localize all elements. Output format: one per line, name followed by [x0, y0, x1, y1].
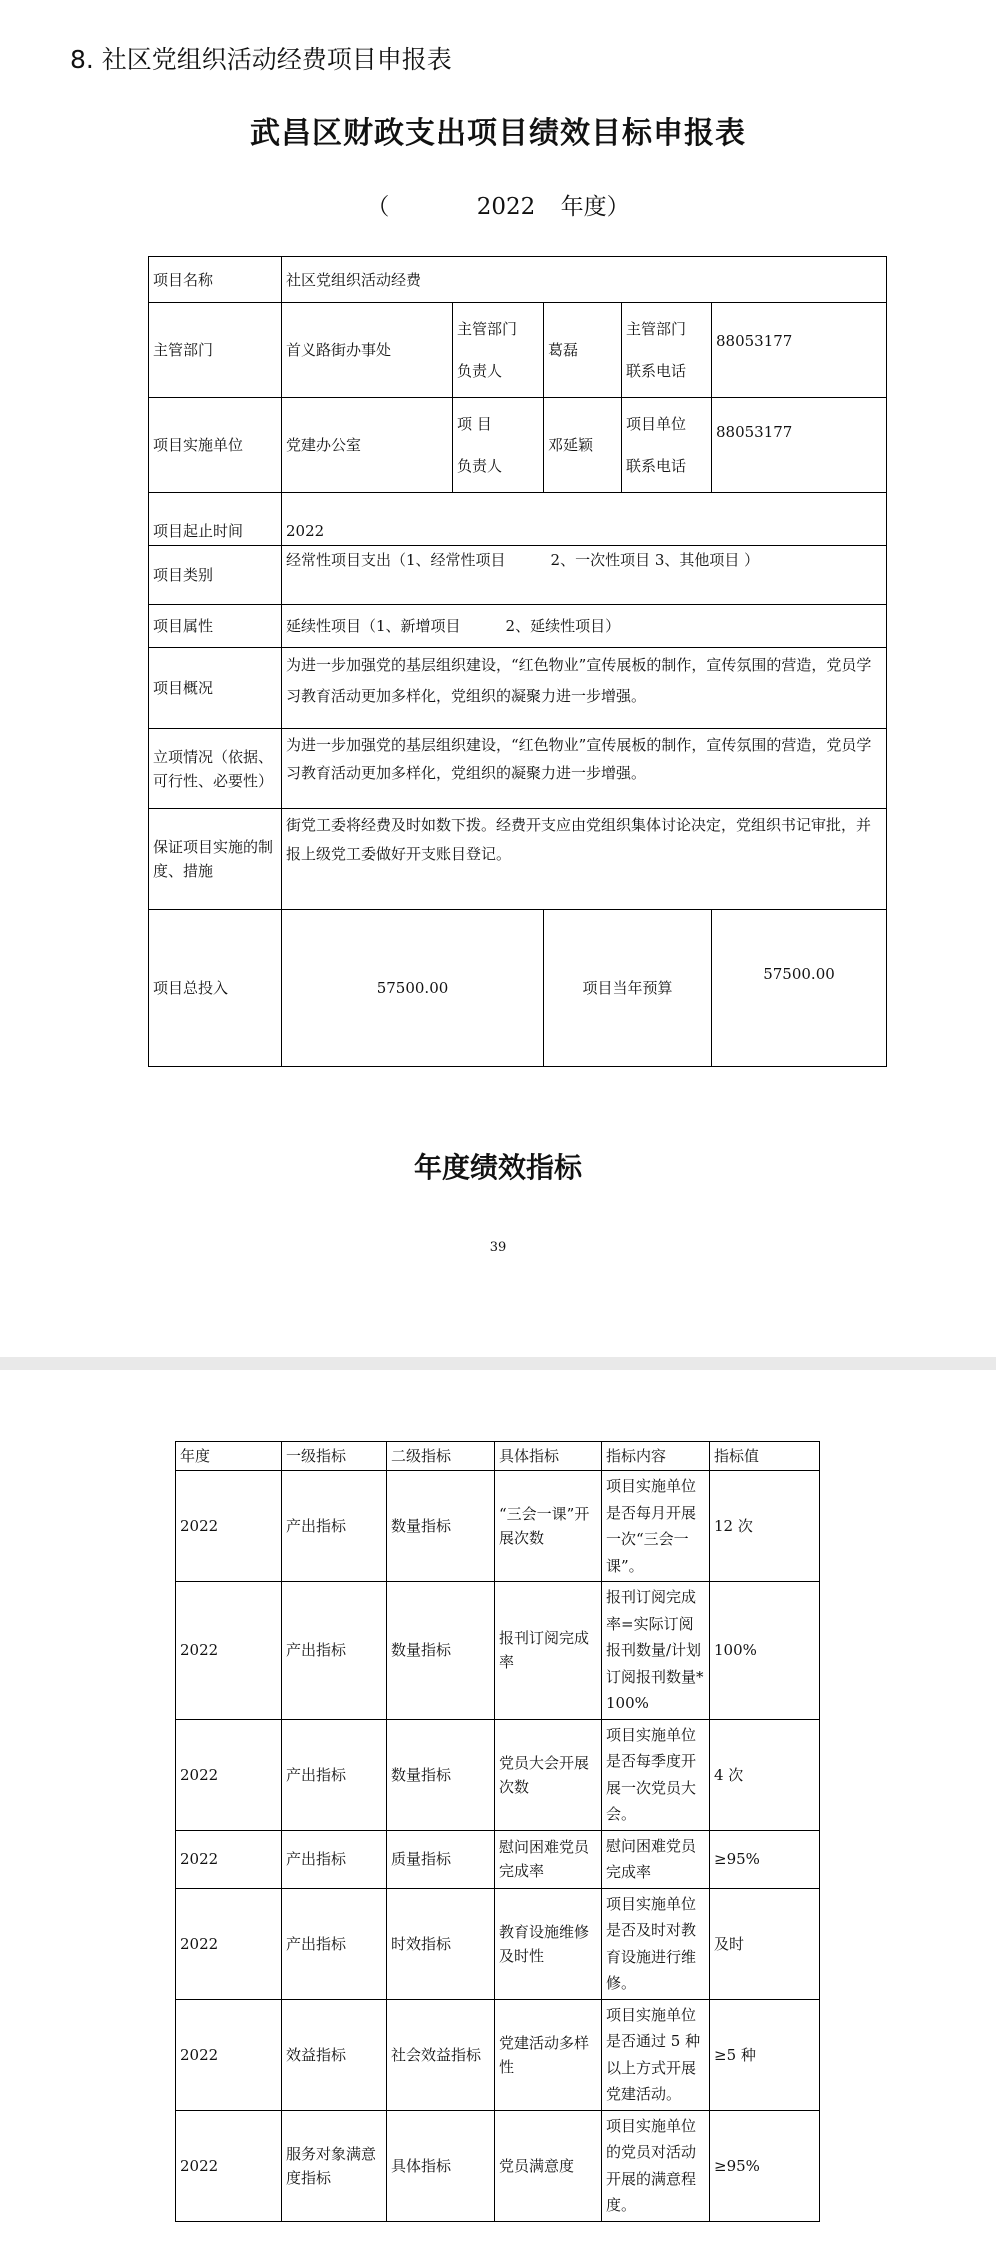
proj-head-value: 邓延颖	[544, 398, 622, 493]
cell-specific: 党员大会开展次数	[495, 1719, 602, 1830]
guarantee-value: 街党工委将经费及时如数下拨。经费开支应由党组织集体讨论决定，党组织书记审批，并报上级党工委做好开支账目登记。	[282, 809, 887, 910]
guarantee-label: 保证项目实施的制度、措施	[149, 809, 282, 910]
dept-phone-label-line2: 联系电话	[626, 362, 687, 380]
overview-label: 项目概况	[149, 648, 282, 729]
cell-content: 项目实施单位是否每月开展一次“三会一课”。	[602, 1471, 710, 1582]
row-project-name	[149, 257, 887, 303]
category-value: 经常性项目支出（1、经常性项目 2、一次性项目 3、其他项目 ）	[282, 546, 887, 605]
dept-head-label-line1: 主管部门	[457, 320, 518, 338]
cell-year: 2022	[176, 1471, 282, 1582]
header-level2: 二级指标	[387, 1442, 495, 1471]
performance-indicators-title: 年度绩效指标	[413, 1151, 582, 1184]
year-unit: 年度）	[560, 194, 630, 220]
overview-value: 为进一步加强党的基层组织建设，“红色物业”宣传展板的制作，宣传氛围的营造，党员学习教育活动更加多样化，党组织的凝聚力进一步增强。	[282, 648, 887, 729]
attribute-label: 项目属性	[149, 605, 282, 648]
total-investment-label: 项目总投入	[149, 910, 282, 1067]
performance-table	[175, 1441, 820, 2222]
annual-budget-value: 57500.00	[712, 910, 887, 1067]
proj-head-label-line1: 项 目	[457, 415, 492, 433]
row-overview	[149, 648, 887, 729]
cell-level1: 服务对象满意度指标	[282, 2110, 387, 2221]
cell-content: 项目实施单位是否每季度开展一次党员大会。	[602, 1719, 710, 1830]
annual-budget-label: 项目当年预算	[544, 910, 712, 1067]
unit-phone-label-line2: 联系电话	[626, 457, 687, 475]
table-header-row	[176, 1442, 820, 1471]
cell-specific: 报刊订阅完成率	[495, 1582, 602, 1720]
cell-level2: 质量指标	[387, 1830, 495, 1888]
dept-phone-label	[622, 303, 712, 398]
cell-level2: 数量指标	[387, 1582, 495, 1720]
table-row	[176, 2110, 820, 2221]
header-content: 指标内容	[602, 1442, 710, 1471]
header-year: 年度	[176, 1442, 282, 1471]
cell-level1: 效益指标	[282, 1999, 387, 2110]
cell-value: ≥5 种	[710, 1999, 820, 2110]
cell-content: 报刊订阅完成率=实际订阅报刊数量/计划订阅报刊数量*100%	[602, 1582, 710, 1720]
dept-phone-label-line1: 主管部门	[626, 320, 687, 338]
performance-table-body	[176, 1442, 820, 2222]
cell-specific: 教育设施维修及时性	[495, 1888, 602, 1999]
row-department	[149, 303, 887, 398]
cell-year: 2022	[176, 1719, 282, 1830]
total-investment-value: 57500.00	[282, 910, 544, 1067]
dept-head-label-line2: 负责人	[457, 362, 503, 380]
cell-year: 2022	[176, 1999, 282, 2110]
table-row	[176, 1999, 820, 2110]
table-row	[176, 1888, 820, 1999]
cell-value: 12 次	[710, 1471, 820, 1582]
cell-level2: 数量指标	[387, 1719, 495, 1830]
dept-head-label	[453, 303, 544, 398]
unit-phone-label-line1: 项目单位	[626, 415, 687, 433]
basis-value: 为进一步加强党的基层组织建设，“红色物业”宣传展板的制作，宣传氛围的营造，党员学习教育活动更加多样化，党组织的凝聚力进一步增强。	[282, 729, 887, 809]
table-row	[176, 1719, 820, 1830]
cell-year: 2022	[176, 2110, 282, 2221]
section-heading: 8. 社区党组织活动经费项目申报表	[70, 45, 452, 74]
cell-specific: 党员满意度	[495, 2110, 602, 2221]
project-name-value: 社区党组织活动经费	[282, 257, 887, 303]
row-basis	[149, 729, 887, 809]
cell-value: 及时	[710, 1888, 820, 1999]
page-2	[0, 1370, 996, 2256]
unit-phone-value: 88053177	[712, 398, 887, 493]
cell-value: ≥95%	[710, 1830, 820, 1888]
cell-value: 4 次	[710, 1719, 820, 1830]
cell-level2: 具体指标	[387, 2110, 495, 2221]
unit-phone-label	[622, 398, 712, 493]
cell-content: 慰问困难党员完成率	[602, 1830, 710, 1888]
year-line	[0, 188, 996, 221]
row-category	[149, 546, 887, 605]
header-value: 指标值	[710, 1442, 820, 1471]
attribute-value: 延续性项目（1、新增项目 2、延续性项目）	[282, 605, 887, 648]
period-value: 2022	[282, 493, 887, 546]
cell-value: 100%	[710, 1582, 820, 1720]
impl-unit-value: 党建办公室	[282, 398, 453, 493]
cell-year: 2022	[176, 1830, 282, 1888]
category-label: 项目类别	[149, 546, 282, 605]
header-level1: 一级指标	[282, 1442, 387, 1471]
cell-level1: 产出指标	[282, 1888, 387, 1999]
cell-level1: 产出指标	[282, 1582, 387, 1720]
dept-label: 主管部门	[149, 303, 282, 398]
dept-value: 首义路街办事处	[282, 303, 453, 398]
dept-head-value: 葛磊	[544, 303, 622, 398]
cell-level2: 社会效益指标	[387, 1999, 495, 2110]
cell-level1: 产出指标	[282, 1719, 387, 1830]
cell-content: 项目实施单位是否及时对教育设施进行维修。	[602, 1888, 710, 1999]
cell-year: 2022	[176, 1582, 282, 1720]
form-title: 武昌区财政支出项目绩效目标申报表	[250, 116, 746, 151]
cell-level1: 产出指标	[282, 1830, 387, 1888]
row-attribute	[149, 605, 887, 648]
impl-unit-label: 项目实施单位	[149, 398, 282, 493]
table-row	[176, 1471, 820, 1582]
cell-level2: 数量指标	[387, 1471, 495, 1582]
table-row	[176, 1582, 820, 1720]
declaration-table	[148, 256, 887, 1067]
dept-phone-value: 88053177	[712, 303, 887, 398]
proj-head-label	[453, 398, 544, 493]
header-specific: 具体指标	[495, 1442, 602, 1471]
row-period	[149, 493, 887, 546]
cell-content: 项目实施单位的党员对活动开展的满意程度。	[602, 2110, 710, 2221]
page-number: 39	[489, 1240, 507, 1255]
cell-specific: 慰问困难党员完成率	[495, 1830, 602, 1888]
cell-specific: “三会一课”开展次数	[495, 1471, 602, 1582]
basis-label: 立项情况（依据、可行性、必要性）	[149, 729, 282, 809]
year-value: 2022	[476, 194, 536, 220]
proj-head-label-line2: 负责人	[457, 457, 503, 475]
cell-level2: 时效指标	[387, 1888, 495, 1999]
cell-year: 2022	[176, 1888, 282, 1999]
project-name-label: 项目名称	[149, 257, 282, 303]
table-row	[176, 1830, 820, 1888]
cell-content: 项目实施单位是否通过 5 种以上方式开展党建活动。	[602, 1999, 710, 2110]
row-investment	[149, 910, 887, 1067]
row-implementing-unit	[149, 398, 887, 493]
year-open-paren: （	[366, 194, 390, 220]
cell-specific: 党建活动多样性	[495, 1999, 602, 2110]
row-guarantee	[149, 809, 887, 910]
cell-level1: 产出指标	[282, 1471, 387, 1582]
period-label: 项目起止时间	[149, 493, 282, 546]
cell-value: ≥95%	[710, 2110, 820, 2221]
